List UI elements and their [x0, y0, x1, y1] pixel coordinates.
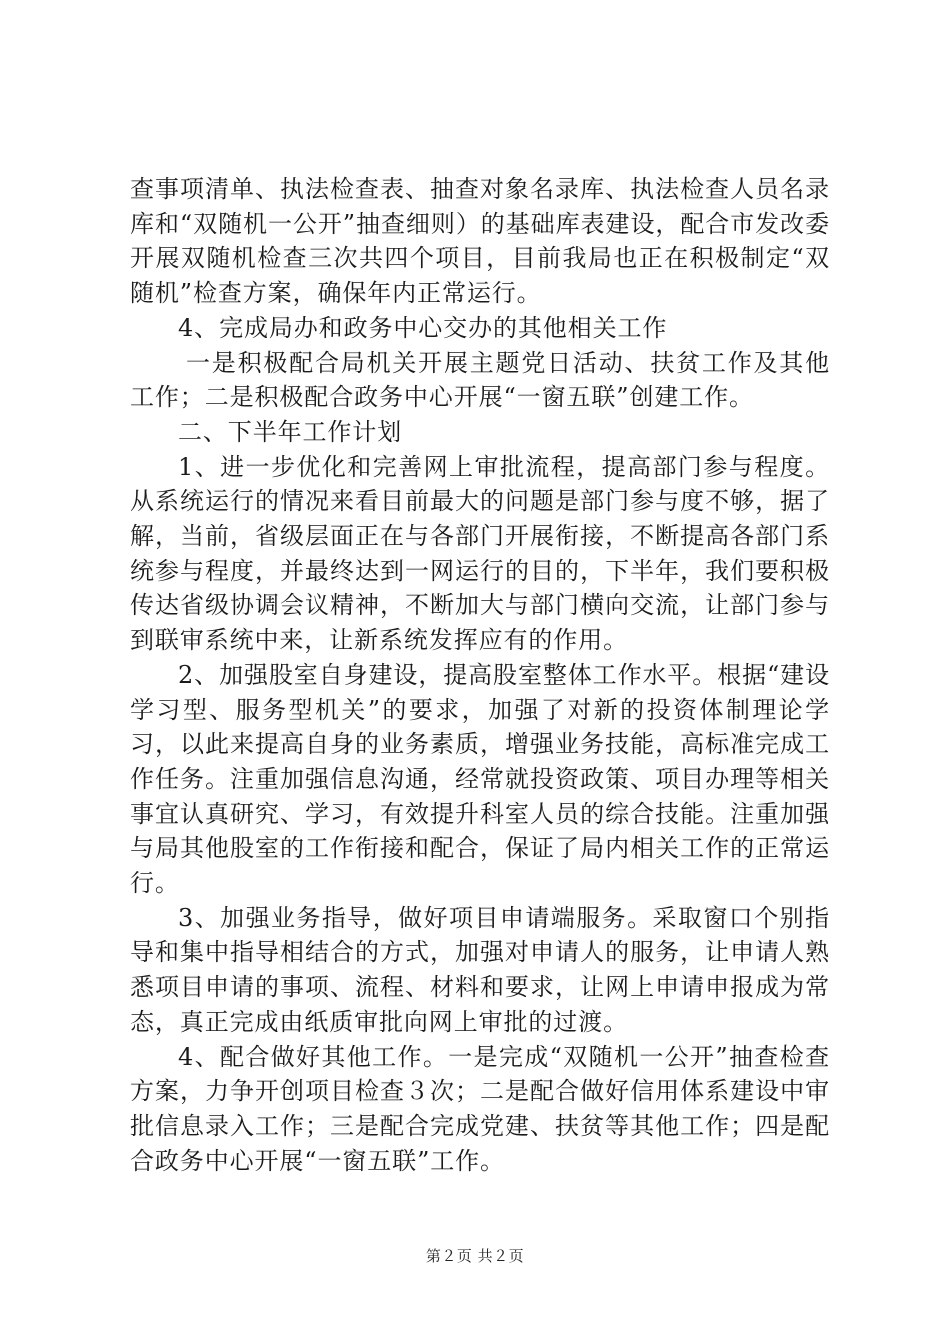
page-number-label: 第２页 共２页: [425, 1247, 525, 1265]
paragraph-item-4-heading: 4、完成局办和政务中心交办的其他相关工作: [178, 313, 668, 342]
document-body: [130, 172, 830, 1178]
paragraph-plan-3: 3、加强业务指导，做好项目申请端服务。采取窗口个别指导和集中指导相结合的方式，加强对申请人的服务，让申请人熟悉项目申请的事项、流程、材料和要求，让网上申请申报成为常态，真正完成由纸质审批向网上审批的过渡。: [130, 903, 830, 1036]
paragraph-item-4-body: 一是积极配合局机关开展主题党日活动、扶贫工作及其他工作；二是积极配合政务中心开展“一窗五联”创建工作。: [130, 348, 830, 412]
paragraph-continuation: 查事项清单、执法检查表、抽查对象名录库、执法检查人员名录库和“双随机一公开”抽查细则）的基础库表建设，配合市发改委开展双随机检查三次共四个项目，目前我局也正在积极制定“双随机”检查方案，确保年内正常运行。: [130, 175, 830, 308]
paragraph-plan-1: 1、进一步优化和完善网上审批流程，提高部门参与程度。从系统运行的情况来看目前最大的问题是部门参与度不够，据了解，当前，省级层面正在与各部门开展衔接，不断提高各部门系统参与程度，并最终达到一网运行的目的，下半年，我们要积极传达省级协调会议精神，不断加大与部门横向交流，让部门参与到联审系统中来，让新系统发挥应有的作用。: [130, 452, 830, 655]
paragraph-plan-2: 2、加强股室自身建设，提高股室整体工作水平。根据“建设学习型、服务型机关”的要求，加强了对新的投资体制理论学习，以此来提高自身的业务素质，增强业务技能，高标准完成工作任务。注重加强信息沟通，经常就投资政策、项目办理等相关事宜认真研究、学习，有效提升科室人员的综合技能。注重加强与局其他股室的工作衔接和配合，保证了局内相关工作的正常运行。: [130, 660, 830, 898]
section-heading-second-half-plan: 二、下半年工作计划: [178, 417, 403, 446]
paragraph-plan-4: 4、配合做好其他工作。一是完成“双随机一公开”抽查检查方案，力争开创项目检查３次；二是配合做好信用体系建设中审批信息录入工作；三是配合完成党建、扶贫等其他工作；四是配合政务中心开展“一窗五联”工作。: [130, 1042, 830, 1175]
page-footer: [0, 1245, 950, 1266]
